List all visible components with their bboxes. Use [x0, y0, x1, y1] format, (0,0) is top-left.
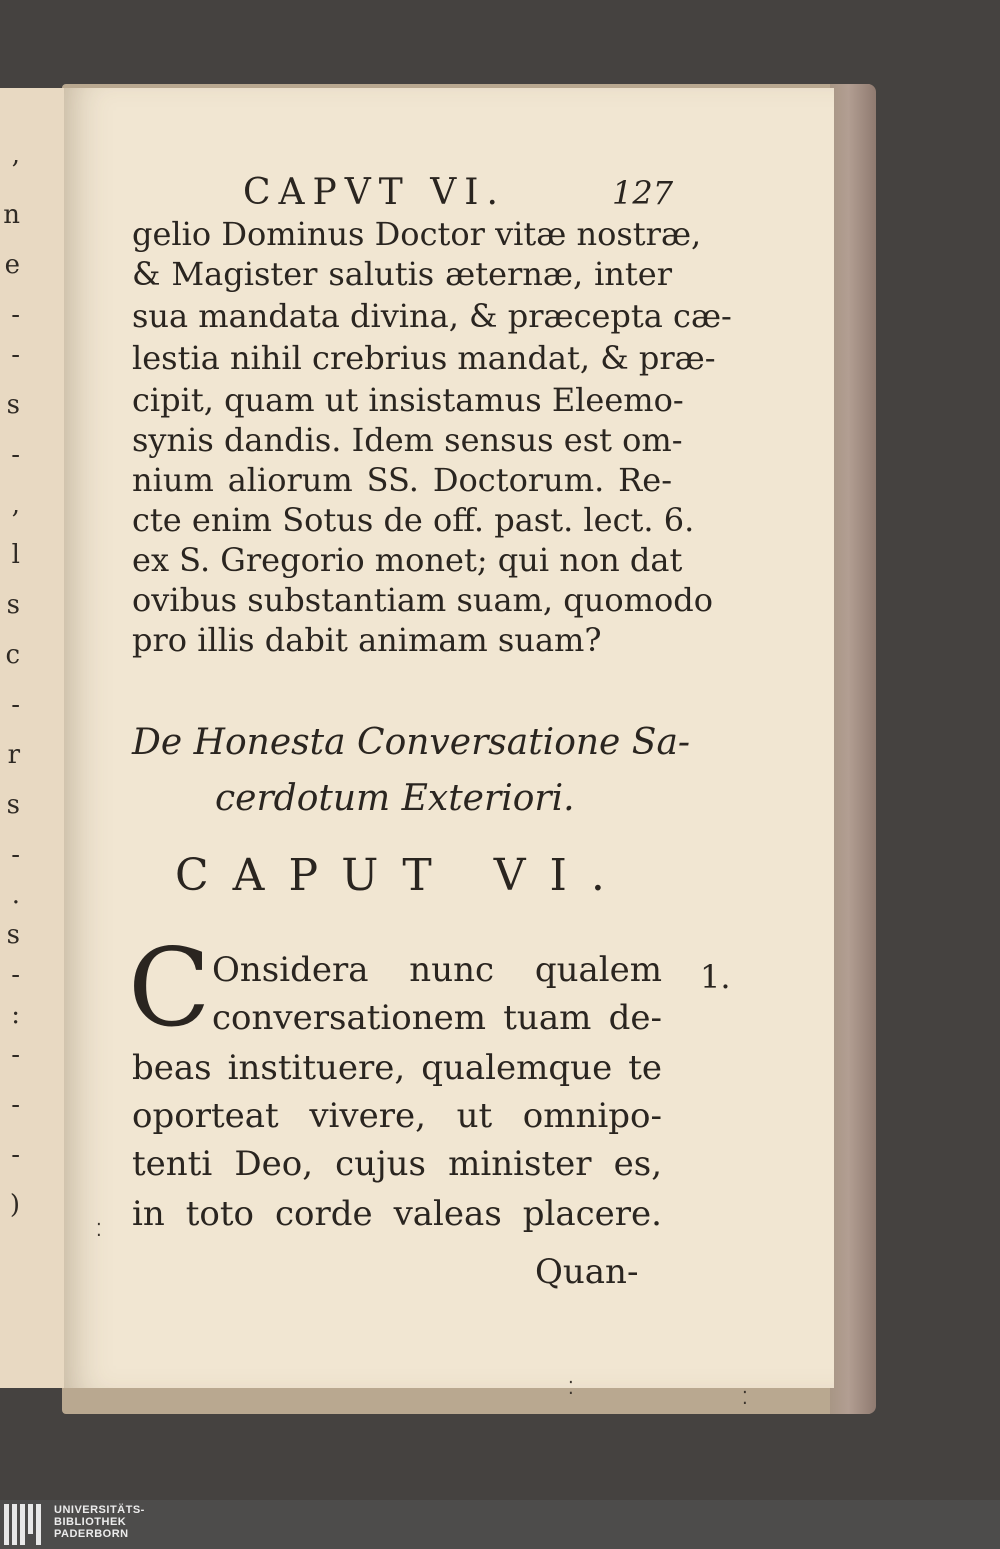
- body-line: nium aliorum SS. Doctorum. Re-: [132, 461, 672, 499]
- left-page-fragment: -: [11, 1090, 20, 1120]
- body-line: & Magister salutis æternæ, inter: [132, 255, 672, 293]
- chapter-line: in toto corde valeas placere.: [132, 1194, 662, 1234]
- chapter-line: conversationem tuam de-: [212, 998, 662, 1038]
- left-page-fragment: ): [9, 1190, 20, 1220]
- chapter-line: tenti Deo, cujus minister es,: [132, 1144, 662, 1184]
- body-line: ovibus substantiam suam, quomodo: [132, 581, 713, 619]
- body-line: lestia nihil crebrius mandat, & præ-: [132, 339, 716, 377]
- left-page-fragment: ,: [11, 490, 20, 520]
- library-name-line3: PADERBORN: [54, 1528, 129, 1540]
- chapter-line: beas instituere, qualemque te: [132, 1048, 662, 1088]
- left-page-fragment: -: [11, 690, 20, 720]
- body-line: sua mandata divina, & præcepta cæ-: [132, 297, 732, 335]
- body-line: cipit, quam ut insistamus Eleemo-: [132, 381, 684, 419]
- left-page-fragment: .: [11, 880, 20, 910]
- body-line: pro illis dabit animam suam?: [132, 621, 602, 659]
- library-logo-icon: [4, 1504, 46, 1545]
- library-name-line2: BIBLIOTHEK: [54, 1516, 127, 1528]
- left-page-fragment: -: [11, 300, 20, 330]
- ink-speck: ⁚: [96, 1220, 102, 1241]
- left-page-fragment: -: [11, 340, 20, 370]
- left-page-fragment: s: [6, 590, 20, 620]
- chapter-title: CAPUT VI.: [175, 850, 629, 901]
- left-page-fragment: -: [11, 1140, 20, 1170]
- left-page-fragment: s: [6, 790, 20, 820]
- section-heading-line1: De Honesta Conversatione Sa-: [132, 722, 691, 763]
- drop-cap: C: [128, 926, 211, 1051]
- left-page-fragment: -: [11, 440, 20, 470]
- library-name: [54, 1504, 145, 1540]
- ink-speck: ⁚: [742, 1388, 748, 1409]
- chapter-line: Onsidera nunc qualem: [212, 950, 662, 990]
- book-cover: [830, 84, 876, 1414]
- margin-number: 1.: [700, 958, 731, 996]
- left-page-fragment: n: [3, 200, 20, 230]
- left-page: [0, 88, 72, 1388]
- library-name-line1: UNIVERSITÄTS-: [54, 1504, 145, 1516]
- library-footer: [0, 1500, 1000, 1549]
- left-page-fragment: -: [11, 840, 20, 870]
- left-page-fragment: -: [11, 960, 20, 990]
- body-line: synis dandis. Idem sensus est om-: [132, 421, 683, 459]
- ink-speck: ⁚: [568, 1378, 574, 1399]
- left-page-fragment: -: [11, 1040, 20, 1070]
- section-heading-line2: cerdotum Exteriori.: [215, 778, 575, 819]
- left-page-fragment: ,: [11, 140, 20, 170]
- body-line: gelio Dominus Doctor vitæ nostræ,: [132, 215, 702, 253]
- running-head-title: CAPVT VI.: [243, 172, 506, 213]
- left-page-fragment: l: [11, 540, 20, 570]
- left-page-fragment: s: [6, 390, 20, 420]
- catchword: Quan-: [535, 1252, 639, 1292]
- body-line: ex S. Gregorio monet; qui non dat: [132, 541, 683, 579]
- body-line: cte enim Sotus de off. past. lect. 6.: [132, 501, 695, 539]
- left-page-fragment: c: [5, 640, 20, 670]
- left-page-fragment: e: [4, 250, 20, 280]
- running-head: [0, 172, 1000, 212]
- page-number: 127: [612, 174, 674, 212]
- left-page-fragment: r: [7, 740, 20, 770]
- left-page-fragment: s: [6, 920, 20, 950]
- left-page-fragment: :: [11, 1000, 20, 1030]
- chapter-line: oporteat vivere, ut omnipo-: [132, 1096, 662, 1136]
